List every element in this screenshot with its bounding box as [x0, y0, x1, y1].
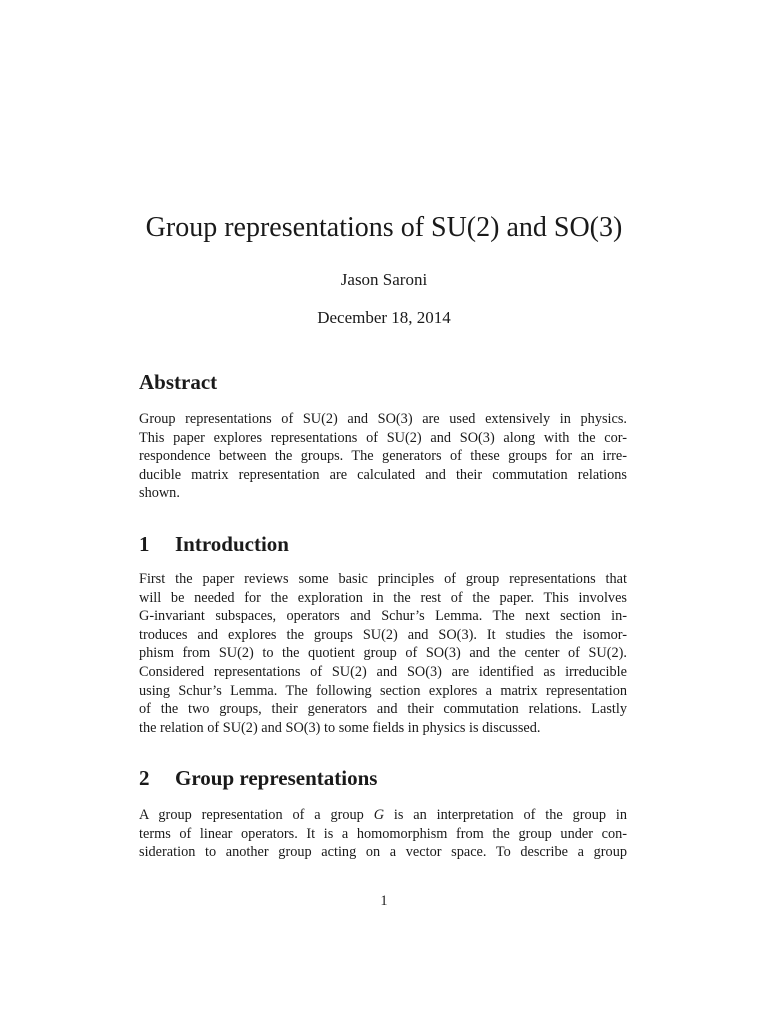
- introduction-line: troduces and explores the groups SU(2) and SO(3). It studies the isomor-: [139, 626, 627, 643]
- introduction-line: the relation of SU(2) and SO(3) to some fields in physics is discussed.: [139, 719, 541, 736]
- introduction-line: G-invariant subspaces, operators and Schur’s Lemma. The next section in-: [139, 608, 627, 625]
- abstract-line: ducible matrix representation are calculated and their commutation relations: [139, 466, 627, 483]
- group-representations-line: [139, 806, 627, 825]
- abstract-line: This paper explores representations of SU(2) and SO(3) along with the cor-: [139, 429, 627, 446]
- introduction-paragraph: [139, 570, 627, 737]
- text-run: is an interpretation of the group in: [384, 807, 627, 823]
- paper-author: Jason Saroni: [340, 270, 428, 289]
- math-variable-g: G: [373, 807, 385, 823]
- introduction-line: will be needed for the exploration in the rest of the paper. This involves: [139, 589, 627, 606]
- abstract-paragraph: [139, 410, 627, 503]
- group-representations-paragraph: [139, 806, 627, 862]
- abstract-heading: Abstract: [139, 370, 218, 394]
- page-number: 1: [380, 893, 388, 909]
- section-number: 2: [139, 766, 150, 790]
- section-number: 1: [139, 532, 150, 556]
- introduction-line: using Schur’s Lemma. The following section explores a matrix representation: [139, 682, 627, 699]
- section-heading-introduction: [139, 532, 289, 557]
- section-title: Group representations: [175, 766, 378, 790]
- text-run: A group representation of a group: [139, 807, 374, 823]
- section-title: Introduction: [175, 532, 289, 556]
- paper-title: Group representations of SU(2) and SO(3): [145, 212, 623, 243]
- paper-date: December 18, 2014: [317, 308, 451, 327]
- section-heading-group-representations: [139, 766, 377, 791]
- group-representations-line: sideration to another group acting on a vector space. To describe a group: [139, 844, 627, 861]
- introduction-line: of the two groups, their generators and their commutation relations. Lastly: [139, 701, 627, 718]
- introduction-line: Considered representations of SU(2) and SO(3) are identified as irreducible: [139, 663, 627, 680]
- abstract-line: shown.: [139, 485, 180, 502]
- introduction-line: phism from SU(2) to the quotient group of SO(3) and the center of SU(2).: [139, 645, 627, 662]
- abstract-line: Group representations of SU(2) and SO(3) are used extensively in physics.: [139, 411, 627, 427]
- group-representations-line: terms of linear operators. It is a homomorphism from the group under con-: [139, 825, 627, 842]
- introduction-line: First the paper reviews some basic principles of group representations that: [139, 571, 627, 587]
- abstract-line: respondence between the groups. The generators of these groups for an irre-: [139, 448, 627, 465]
